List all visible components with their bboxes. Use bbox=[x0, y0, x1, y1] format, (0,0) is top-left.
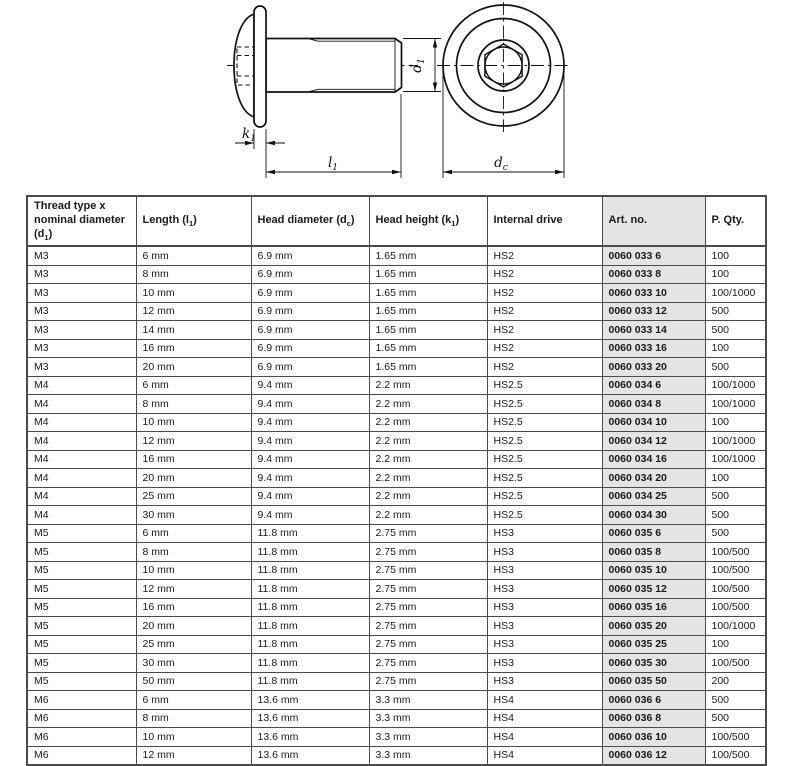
cell-thread-type: M6 bbox=[27, 746, 136, 765]
cell-thread-type: M5 bbox=[27, 524, 136, 543]
cell-thread-type: M4 bbox=[27, 413, 136, 432]
cell-internal-drive: HS4 bbox=[487, 746, 602, 765]
cell-head-diameter: 11.8 mm bbox=[251, 617, 369, 636]
front-view bbox=[437, 2, 570, 178]
cell-thread-type: M5 bbox=[27, 654, 136, 673]
cell-internal-drive: HS2.5 bbox=[487, 487, 602, 506]
cell-head-diameter: 11.8 mm bbox=[251, 543, 369, 562]
dimension-l1 bbox=[266, 94, 401, 178]
cell-internal-drive: HS4 bbox=[487, 691, 602, 710]
cell-length: 12 mm bbox=[136, 746, 251, 765]
table-row bbox=[27, 709, 766, 728]
dim-label-k1: $k_1$ bbox=[242, 126, 256, 144]
cell-thread-type: M4 bbox=[27, 395, 136, 414]
table-row bbox=[27, 469, 766, 488]
cell-pack-qty: 500 bbox=[705, 691, 766, 710]
cell-thread-type: M5 bbox=[27, 617, 136, 636]
cell-head-diameter: 9.4 mm bbox=[251, 487, 369, 506]
cell-pack-qty: 100 bbox=[705, 469, 766, 488]
cell-head-diameter: 6.9 mm bbox=[251, 265, 369, 284]
cell-art-no: 0060 036 12 bbox=[602, 746, 705, 765]
cell-length: 16 mm bbox=[136, 339, 251, 358]
cell-internal-drive: HS3 bbox=[487, 561, 602, 580]
cell-head-height: 2.75 mm bbox=[369, 598, 487, 617]
table-row bbox=[27, 635, 766, 654]
cell-pack-qty: 500 bbox=[705, 302, 766, 321]
cell-art-no: 0060 036 6 bbox=[602, 691, 705, 710]
cell-internal-drive: HS2 bbox=[487, 358, 602, 377]
cell-internal-drive: HS2.5 bbox=[487, 413, 602, 432]
cell-thread-type: M3 bbox=[27, 358, 136, 377]
flange-outline bbox=[254, 6, 266, 127]
cell-length: 6 mm bbox=[136, 376, 251, 395]
cell-head-height: 2.75 mm bbox=[369, 561, 487, 580]
cell-thread-type: M5 bbox=[27, 580, 136, 599]
column-header: Internal drive bbox=[487, 196, 602, 246]
cell-art-no: 0060 034 25 bbox=[602, 487, 705, 506]
cell-head-diameter: 6.9 mm bbox=[251, 284, 369, 303]
cell-head-height: 2.2 mm bbox=[369, 432, 487, 451]
cell-head-height: 2.75 mm bbox=[369, 543, 487, 562]
cell-head-diameter: 9.4 mm bbox=[251, 469, 369, 488]
cell-head-diameter: 6.9 mm bbox=[251, 358, 369, 377]
table-row bbox=[27, 487, 766, 506]
cell-pack-qty: 500 bbox=[705, 506, 766, 525]
cell-pack-qty: 100 bbox=[705, 339, 766, 358]
cell-head-diameter: 9.4 mm bbox=[251, 432, 369, 451]
cell-internal-drive: HS3 bbox=[487, 543, 602, 562]
column-header: Head diameter $(d_c)$ bbox=[251, 196, 369, 246]
cell-internal-drive: HS2 bbox=[487, 246, 602, 265]
cell-pack-qty: 100/500 bbox=[705, 580, 766, 599]
cell-thread-type: M5 bbox=[27, 672, 136, 691]
cell-length: 12 mm bbox=[136, 432, 251, 451]
cell-thread-type: M5 bbox=[27, 635, 136, 654]
cell-head-height: 2.75 mm bbox=[369, 635, 487, 654]
cell-pack-qty: 100/500 bbox=[705, 543, 766, 562]
table-row bbox=[27, 432, 766, 451]
cell-internal-drive: HS3 bbox=[487, 524, 602, 543]
cell-art-no: 0060 034 8 bbox=[602, 395, 705, 414]
side-view bbox=[227, 6, 441, 178]
cell-length: 6 mm bbox=[136, 691, 251, 710]
table-row bbox=[27, 561, 766, 580]
cell-head-diameter: 11.8 mm bbox=[251, 672, 369, 691]
cell-pack-qty: 100 bbox=[705, 635, 766, 654]
cell-length: 10 mm bbox=[136, 561, 251, 580]
cell-art-no: 0060 035 20 bbox=[602, 617, 705, 636]
cell-art-no: 0060 033 8 bbox=[602, 265, 705, 284]
cell-head-height: 2.2 mm bbox=[369, 450, 487, 469]
cell-length: 12 mm bbox=[136, 302, 251, 321]
table-row bbox=[27, 413, 766, 432]
cell-art-no: 0060 034 6 bbox=[602, 376, 705, 395]
cell-pack-qty: 100/1000 bbox=[705, 617, 766, 636]
cell-thread-type: M6 bbox=[27, 709, 136, 728]
cell-internal-drive: HS2 bbox=[487, 321, 602, 340]
cell-head-diameter: 11.8 mm bbox=[251, 561, 369, 580]
cell-thread-type: M4 bbox=[27, 376, 136, 395]
cell-thread-type: M5 bbox=[27, 598, 136, 617]
cell-art-no: 0060 033 14 bbox=[602, 321, 705, 340]
cell-art-no: 0060 036 10 bbox=[602, 728, 705, 747]
cell-head-diameter: 11.8 mm bbox=[251, 598, 369, 617]
cell-length: 50 mm bbox=[136, 672, 251, 691]
dim-label-dc: $d_c$ bbox=[494, 155, 508, 173]
cell-head-height: 2.2 mm bbox=[369, 506, 487, 525]
cell-head-height: 1.65 mm bbox=[369, 358, 487, 377]
cell-thread-type: M6 bbox=[27, 728, 136, 747]
cell-head-height: 3.3 mm bbox=[369, 691, 487, 710]
cell-internal-drive: HS3 bbox=[487, 635, 602, 654]
cell-head-height: 2.2 mm bbox=[369, 469, 487, 488]
cell-thread-type: M4 bbox=[27, 450, 136, 469]
cell-art-no: 0060 033 16 bbox=[602, 339, 705, 358]
cell-head-diameter: 13.6 mm bbox=[251, 746, 369, 765]
cell-length: 8 mm bbox=[136, 395, 251, 414]
cell-art-no: 0060 033 6 bbox=[602, 246, 705, 265]
cell-head-height: 1.65 mm bbox=[369, 302, 487, 321]
cell-thread-type: M5 bbox=[27, 561, 136, 580]
cell-internal-drive: HS2.5 bbox=[487, 450, 602, 469]
cell-thread-type: M4 bbox=[27, 506, 136, 525]
table-row bbox=[27, 284, 766, 303]
cell-thread-type: M5 bbox=[27, 543, 136, 562]
cell-length: 25 mm bbox=[136, 635, 251, 654]
table-body bbox=[27, 246, 766, 765]
cell-head-diameter: 13.6 mm bbox=[251, 709, 369, 728]
cell-head-diameter: 13.6 mm bbox=[251, 728, 369, 747]
cell-thread-type: M4 bbox=[27, 469, 136, 488]
cell-length: 6 mm bbox=[136, 246, 251, 265]
cell-pack-qty: 100/1000 bbox=[705, 450, 766, 469]
table-row bbox=[27, 376, 766, 395]
table-row bbox=[27, 395, 766, 414]
cell-pack-qty: 500 bbox=[705, 321, 766, 340]
shank-outline bbox=[266, 39, 402, 93]
cell-pack-qty: 100/500 bbox=[705, 746, 766, 765]
cell-head-height: 2.2 mm bbox=[369, 376, 487, 395]
cell-pack-qty: 100/1000 bbox=[705, 284, 766, 303]
column-header: P. Qty. bbox=[705, 196, 766, 246]
cell-internal-drive: HS4 bbox=[487, 709, 602, 728]
cell-head-diameter: 9.4 mm bbox=[251, 450, 369, 469]
column-header: Thread type x nominal diameter $(d_1)$ bbox=[27, 196, 136, 246]
cell-length: 10 mm bbox=[136, 284, 251, 303]
cell-length: 16 mm bbox=[136, 450, 251, 469]
cell-internal-drive: HS4 bbox=[487, 728, 602, 747]
cell-art-no: 0060 035 16 bbox=[602, 598, 705, 617]
cell-head-height: 2.75 mm bbox=[369, 672, 487, 691]
cell-head-height: 1.65 mm bbox=[369, 321, 487, 340]
cell-length: 25 mm bbox=[136, 487, 251, 506]
cell-thread-type: M4 bbox=[27, 432, 136, 451]
dim-label-l1: $l_1$ bbox=[327, 155, 339, 173]
table-row bbox=[27, 339, 766, 358]
cell-art-no: 0060 036 8 bbox=[602, 709, 705, 728]
cell-thread-type: M3 bbox=[27, 302, 136, 321]
cell-internal-drive: HS2.5 bbox=[487, 469, 602, 488]
cell-length: 10 mm bbox=[136, 413, 251, 432]
cell-pack-qty: 500 bbox=[705, 358, 766, 377]
cell-pack-qty: 100 bbox=[705, 265, 766, 284]
cell-length: 30 mm bbox=[136, 506, 251, 525]
cell-internal-drive: HS2.5 bbox=[487, 432, 602, 451]
cell-length: 30 mm bbox=[136, 654, 251, 673]
cell-head-diameter: 13.6 mm bbox=[251, 691, 369, 710]
table-row bbox=[27, 302, 766, 321]
cell-pack-qty: 100 bbox=[705, 246, 766, 265]
cell-thread-type: M3 bbox=[27, 284, 136, 303]
cell-art-no: 0060 034 10 bbox=[602, 413, 705, 432]
cell-art-no: 0060 035 10 bbox=[602, 561, 705, 580]
cell-internal-drive: HS3 bbox=[487, 654, 602, 673]
cell-head-height: 1.65 mm bbox=[369, 339, 487, 358]
cell-head-diameter: 6.9 mm bbox=[251, 339, 369, 358]
table-row bbox=[27, 672, 766, 691]
cell-thread-type: M3 bbox=[27, 339, 136, 358]
cell-head-height: 1.65 mm bbox=[369, 265, 487, 284]
dimension-k1 bbox=[235, 126, 285, 178]
cell-length: 20 mm bbox=[136, 469, 251, 488]
table-row bbox=[27, 321, 766, 340]
cell-pack-qty: 100/500 bbox=[705, 654, 766, 673]
table-row bbox=[27, 506, 766, 525]
table-row bbox=[27, 598, 766, 617]
cell-head-diameter: 11.8 mm bbox=[251, 524, 369, 543]
cell-thread-type: M6 bbox=[27, 691, 136, 710]
cell-thread-type: M3 bbox=[27, 265, 136, 284]
cell-pack-qty: 200 bbox=[705, 672, 766, 691]
cell-head-diameter: 6.9 mm bbox=[251, 302, 369, 321]
cell-head-diameter: 11.8 mm bbox=[251, 580, 369, 599]
cell-length: 20 mm bbox=[136, 358, 251, 377]
cell-head-height: 2.75 mm bbox=[369, 524, 487, 543]
cell-thread-type: M3 bbox=[27, 246, 136, 265]
cell-art-no: 0060 034 20 bbox=[602, 469, 705, 488]
cell-head-height: 3.3 mm bbox=[369, 709, 487, 728]
cell-head-diameter: 6.9 mm bbox=[251, 246, 369, 265]
cell-art-no: 0060 035 25 bbox=[602, 635, 705, 654]
table-row bbox=[27, 246, 766, 265]
cell-pack-qty: 100/500 bbox=[705, 598, 766, 617]
cell-internal-drive: HS3 bbox=[487, 598, 602, 617]
cell-art-no: 0060 034 12 bbox=[602, 432, 705, 451]
table-header-row bbox=[27, 196, 766, 246]
cell-head-height: 1.65 mm bbox=[369, 246, 487, 265]
cell-head-diameter: 6.9 mm bbox=[251, 321, 369, 340]
cell-head-height: 1.65 mm bbox=[369, 284, 487, 303]
cell-thread-type: M4 bbox=[27, 487, 136, 506]
cell-length: 8 mm bbox=[136, 709, 251, 728]
cell-art-no: 0060 035 50 bbox=[602, 672, 705, 691]
cell-internal-drive: HS2 bbox=[487, 339, 602, 358]
cell-internal-drive: HS2.5 bbox=[487, 506, 602, 525]
column-header: Art. no. bbox=[602, 196, 705, 246]
cell-pack-qty: 100/500 bbox=[705, 561, 766, 580]
dim-label-d1: $d_1$ bbox=[409, 58, 427, 73]
table-row bbox=[27, 728, 766, 747]
cell-internal-drive: HS2 bbox=[487, 302, 602, 321]
cell-head-height: 2.2 mm bbox=[369, 487, 487, 506]
cell-head-height: 2.75 mm bbox=[369, 617, 487, 636]
table-row bbox=[27, 265, 766, 284]
table-row bbox=[27, 691, 766, 710]
cell-head-height: 2.75 mm bbox=[369, 580, 487, 599]
spec-table bbox=[26, 195, 767, 766]
table-row bbox=[27, 524, 766, 543]
cell-art-no: 0060 033 20 bbox=[602, 358, 705, 377]
cell-internal-drive: HS3 bbox=[487, 617, 602, 636]
cell-pack-qty: 100/1000 bbox=[705, 376, 766, 395]
cell-art-no: 0060 035 8 bbox=[602, 543, 705, 562]
cell-head-height: 3.3 mm bbox=[369, 728, 487, 747]
cell-head-height: 2.2 mm bbox=[369, 395, 487, 414]
cell-length: 16 mm bbox=[136, 598, 251, 617]
cell-head-height: 2.75 mm bbox=[369, 654, 487, 673]
cell-pack-qty: 100/1000 bbox=[705, 432, 766, 451]
cell-art-no: 0060 033 10 bbox=[602, 284, 705, 303]
cell-head-diameter: 11.8 mm bbox=[251, 635, 369, 654]
cell-length: 10 mm bbox=[136, 728, 251, 747]
table-row bbox=[27, 450, 766, 469]
cell-pack-qty: 500 bbox=[705, 709, 766, 728]
cell-length: 8 mm bbox=[136, 543, 251, 562]
cell-length: 12 mm bbox=[136, 580, 251, 599]
table-row bbox=[27, 580, 766, 599]
cell-internal-drive: HS2 bbox=[487, 284, 602, 303]
cell-length: 14 mm bbox=[136, 321, 251, 340]
cell-internal-drive: HS2.5 bbox=[487, 376, 602, 395]
cell-head-diameter: 9.4 mm bbox=[251, 506, 369, 525]
cell-length: 20 mm bbox=[136, 617, 251, 636]
cell-art-no: 0060 035 6 bbox=[602, 524, 705, 543]
table-row bbox=[27, 617, 766, 636]
cell-pack-qty: 100 bbox=[705, 413, 766, 432]
cell-pack-qty: 500 bbox=[705, 524, 766, 543]
cell-head-diameter: 9.4 mm bbox=[251, 395, 369, 414]
cell-length: 6 mm bbox=[136, 524, 251, 543]
table-row bbox=[27, 543, 766, 562]
cell-art-no: 0060 033 12 bbox=[602, 302, 705, 321]
cell-art-no: 0060 035 30 bbox=[602, 654, 705, 673]
cell-art-no: 0060 034 16 bbox=[602, 450, 705, 469]
column-header: Length $(l_1)$ bbox=[136, 196, 251, 246]
cell-length: 8 mm bbox=[136, 265, 251, 284]
cell-pack-qty: 100/1000 bbox=[705, 395, 766, 414]
cell-pack-qty: 100/500 bbox=[705, 728, 766, 747]
cell-art-no: 0060 034 30 bbox=[602, 506, 705, 525]
cell-head-height: 3.3 mm bbox=[369, 746, 487, 765]
cell-internal-drive: HS3 bbox=[487, 580, 602, 599]
cell-head-diameter: 11.8 mm bbox=[251, 654, 369, 673]
column-header: Head height $(k_1)$ bbox=[369, 196, 487, 246]
cell-internal-drive: HS2 bbox=[487, 265, 602, 284]
table-row bbox=[27, 654, 766, 673]
cell-head-diameter: 9.4 mm bbox=[251, 376, 369, 395]
table-row bbox=[27, 746, 766, 765]
cell-thread-type: M3 bbox=[27, 321, 136, 340]
cell-head-diameter: 9.4 mm bbox=[251, 413, 369, 432]
dimension-d1 bbox=[403, 39, 441, 92]
cell-internal-drive: HS2.5 bbox=[487, 395, 602, 414]
table-row bbox=[27, 358, 766, 377]
cell-pack-qty: 500 bbox=[705, 487, 766, 506]
cell-art-no: 0060 035 12 bbox=[602, 580, 705, 599]
cell-internal-drive: HS3 bbox=[487, 672, 602, 691]
technical-drawing bbox=[0, 0, 790, 192]
cell-head-height: 2.2 mm bbox=[369, 413, 487, 432]
